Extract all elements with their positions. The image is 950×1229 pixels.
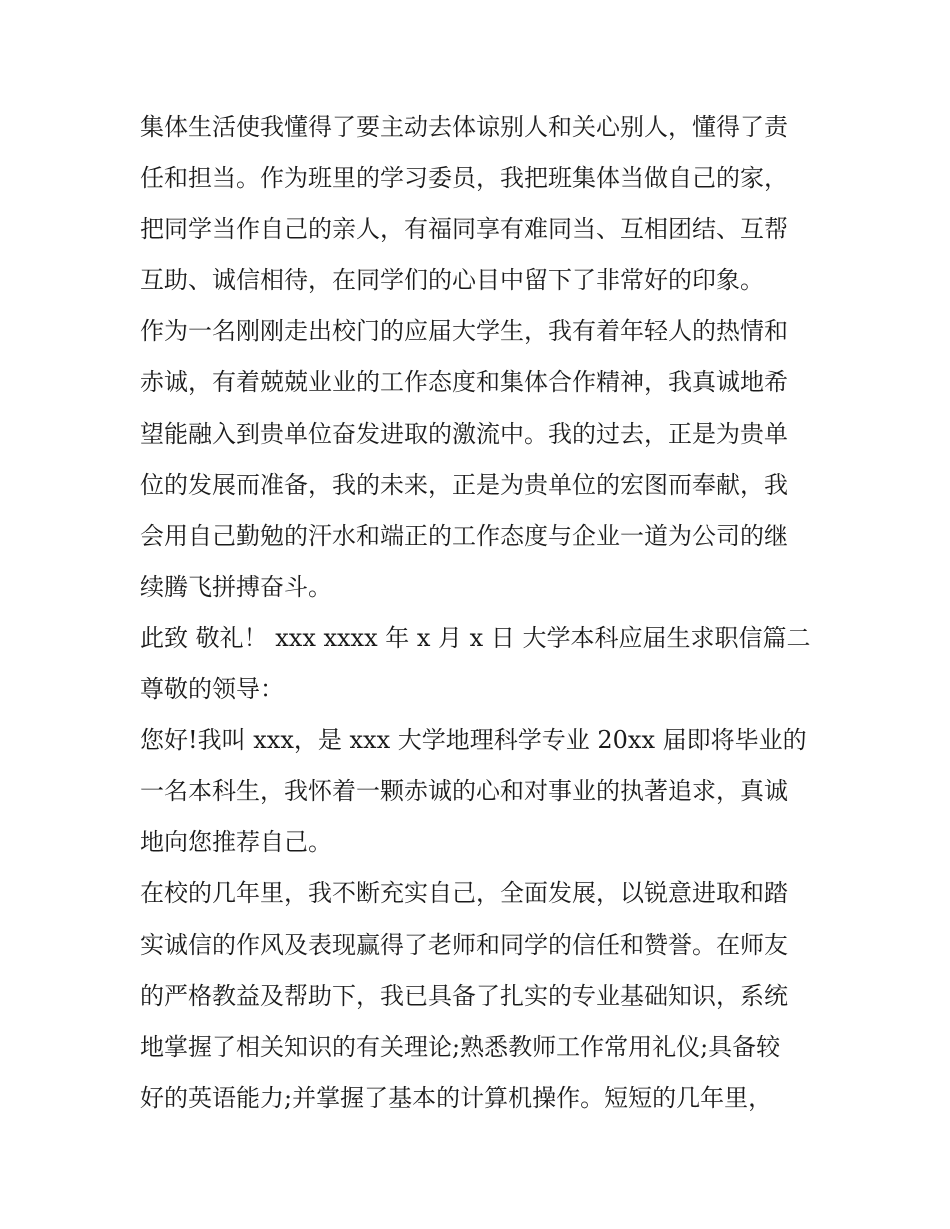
text-line: 您好!我叫 xxx，是 xxx 大学地理科学专业 20xx 届即将毕业的 <box>140 726 807 755</box>
text-line: 尊敬的领导： <box>140 675 284 704</box>
text-line: 续腾飞拼搏奋斗。 <box>140 572 332 601</box>
text-line: 位的发展而准备，我的未来，正是为贵单位的宏图而奉献，我 <box>140 470 788 499</box>
text-line: 地掌握了相关知识的有关理论;熟悉教师工作常用礼仪;具备较 <box>140 1032 781 1061</box>
text-line: 的严格教益及帮助下，我已具备了扎实的专业基础知识，系统 <box>140 981 788 1010</box>
text-line: 会用自己勤勉的汗水和端正的工作态度与企业一道为公司的继 <box>140 521 788 550</box>
text-line: 一名本科生，我怀着一颗赤诚的心和对事业的执著追求，真诚 <box>140 777 788 806</box>
text-line: 望能融入到贵单位奋发进取的激流中。我的过去，正是为贵单 <box>140 419 788 448</box>
document-body <box>140 102 820 1124</box>
text-line: 作为一名刚刚走出校门的应届大学生，我有着年轻人的热情和 <box>140 317 788 346</box>
text-line: 好的英语能力;并掌握了基本的计算机操作。短短的几年里， <box>140 1083 773 1112</box>
text-line: 实诚信的作风及表现赢得了老师和同学的信任和赞誉。在师友 <box>140 930 788 959</box>
text-line: 集体生活使我懂得了要主动去体谅别人和关心别人，懂得了责 <box>140 113 788 141</box>
text-line: 赤诚，有着兢兢业业的工作态度和集体合作精神，我真诚地希 <box>140 368 788 397</box>
text-line: 互助、诚信相待，在同学们的心目中留下了非常好的印象。 <box>140 266 764 295</box>
text-line: 任和担当。作为班里的学习委员，我把班集体当做自己的家， <box>140 164 788 193</box>
text-line: 此致 敬礼！ xxx xxxx 年 x 月 x 日 大学本科应届生求职信篇二 <box>140 623 811 652</box>
text-line: 在校的几年里，我不断充实自己，全面发展，以锐意进取和踏 <box>140 879 788 908</box>
text-line: 地向您推荐自己。 <box>140 828 332 857</box>
text-line: 把同学当作自己的亲人，有福同享有难同当、互相团结、互帮 <box>140 215 788 244</box>
